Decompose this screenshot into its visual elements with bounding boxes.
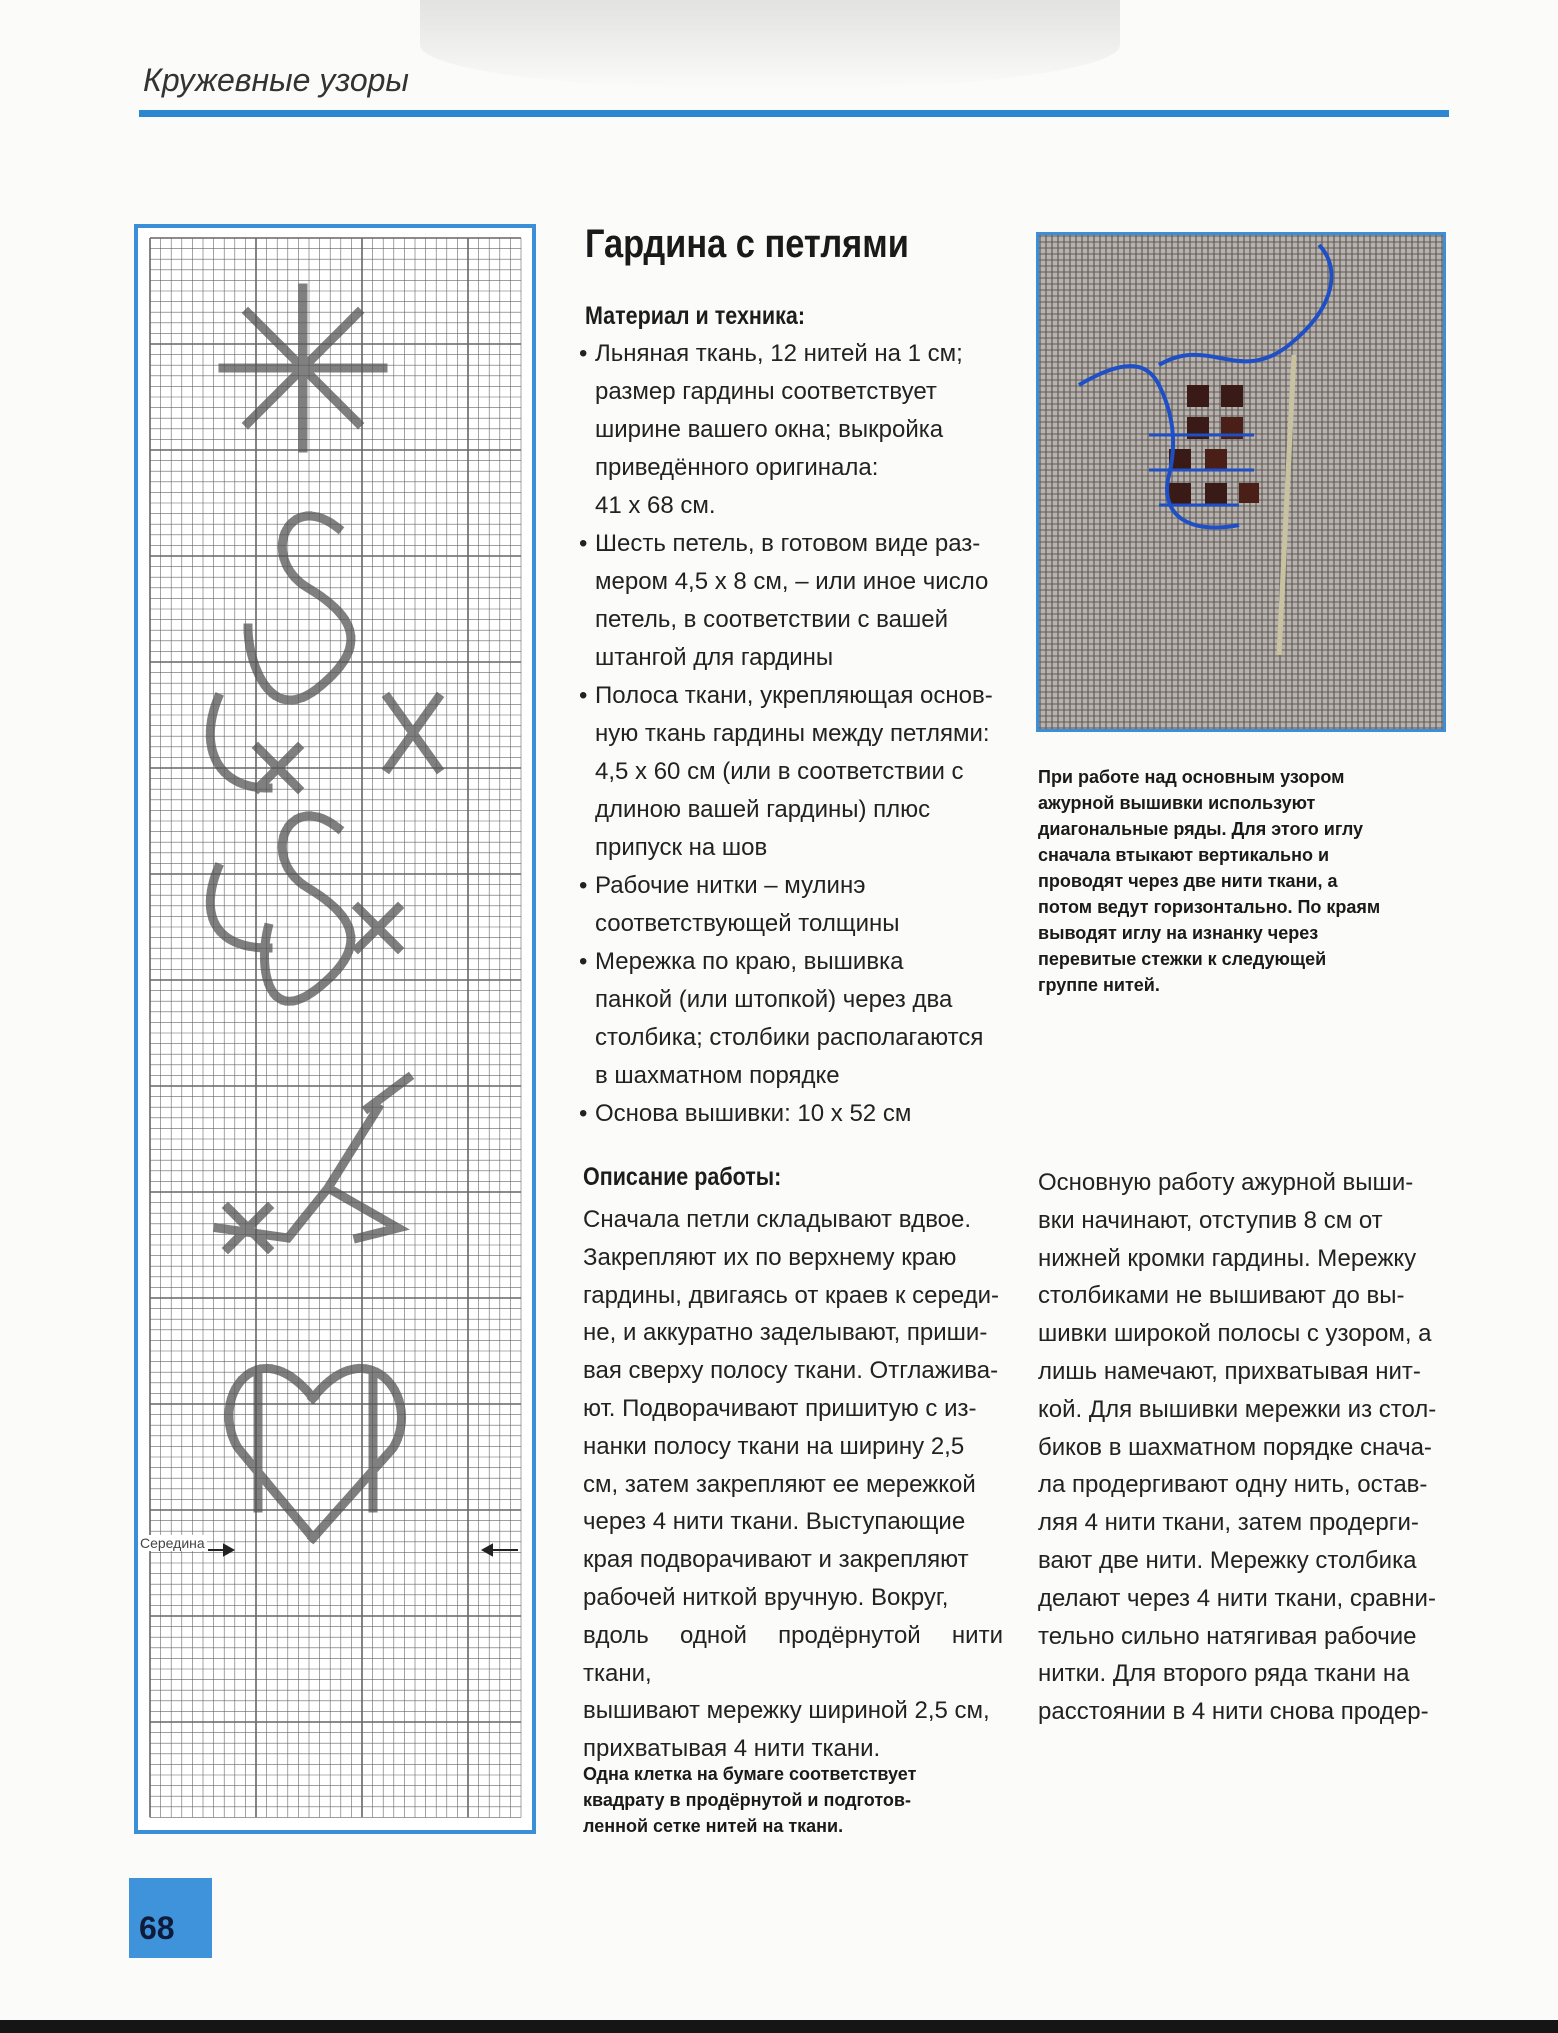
materials-line: размер гардины соответствует [595,378,937,405]
header-rule [139,110,1449,117]
caption-line: проводят через две нити ткани, а [1038,871,1338,891]
body-line: Закрепляют их по верхнему краю [583,1243,957,1271]
body-line: шивки широкой полосы с узором, а [1038,1320,1432,1348]
materials-item [583,677,1013,867]
body-line: вки начинают, отступив 8 см от [1038,1206,1383,1234]
work-description-column-2 [1038,1164,1450,1731]
materials-item [583,1095,1013,1133]
materials-line: штангой для гардины [595,644,834,671]
caption-line: выводят иглу на изнанку через [1038,923,1319,943]
body-line: тельно сильно натягивая рабочие [1038,1622,1417,1650]
photo-caption [1038,764,1448,998]
cross-stitch-chart [134,224,536,1834]
running-title: Кружевные узоры [143,62,409,98]
work-description-column-1 [583,1201,1003,1768]
body-line: рабочей ниткой вручную. Вокруг, [583,1583,949,1611]
materials-line: • Полоса ткани, укрепляющая основ- [595,682,993,709]
body-line: кой. Для вышивки мережки из стол- [1038,1395,1437,1423]
body-line: Основную работу ажурной выши- [1038,1169,1414,1196]
materials-line: петель, в соответствии с вашей [595,606,948,633]
body-line: делают через 4 нити ткани, сравни- [1038,1584,1436,1612]
page-number: 68 [139,1910,175,1946]
body-line: гардины, двигаясь от краев к середи- [583,1281,1000,1309]
body-line: не, и аккуратно заделывают, приши- [583,1319,988,1347]
cross-stitch-motifs [210,288,438,1538]
body-line: края подворачивают и закрепляют [583,1546,969,1574]
body-line: Сначала петли складывают вдвое. [583,1206,972,1233]
materials-line: 4,5 x 60 см (или в соответствии с [595,758,964,785]
materials-line: 41 x 68 см. [595,492,716,519]
middle-arrows [208,1545,518,1555]
note-line: квадрату в продёрнутой и подготов- [583,1790,911,1810]
materials-line: • Основа вышивки: 10 x 52 см [595,1100,912,1127]
work-heading: Описание работы: [583,1163,782,1191]
materials-list [583,335,1013,1133]
caption-line: перевитые стежки к следующей [1038,949,1327,969]
page-title: Гардина с петлями [585,222,909,266]
body-line: прихватывая 4 нити ткани. [583,1735,881,1763]
scan-shadow [420,0,1120,90]
drawn-thread-holes [1169,385,1259,505]
chart-middle-label: Середина [140,1535,205,1551]
caption-line: сначала втыкают вертикально и [1038,845,1330,865]
materials-line: • Шесть петель, в готовом виде раз- [595,530,981,557]
body-line: лишь намечают, прихватывая нит- [1038,1357,1421,1385]
body-line: расстоянии в 4 нити снова продер- [1038,1698,1429,1726]
body-line: нижней кромки гардины. Мережку [1038,1244,1417,1272]
materials-item [583,867,1013,943]
body-line: нитки. Для второго ряда ткани на [1038,1660,1410,1688]
materials-line: приведённого оригинала: [595,454,879,481]
caption-line: диагональные ряды. Для этого иглу [1038,819,1364,839]
materials-line: соответствующей толщины [595,910,900,937]
chart-grid-svg [138,228,532,1830]
materials-line: мером 4,5 x 8 см, – или иное число [595,568,989,595]
note-line: ленной сетке нитей на ткани. [583,1816,844,1836]
needle-icon [1279,355,1294,655]
body-line: нанки полосу ткани на ширину 2,5 [583,1432,965,1460]
body-line: вая сверху полосу ткани. Отглажива- [583,1357,999,1385]
materials-line: длиною вашей гардины) плюс [595,796,931,823]
body-line: через 4 нити ткани. Выступающие [583,1508,966,1536]
materials-item [583,335,1013,525]
materials-item [583,943,1013,1095]
body-line: ла продергивают одну нить, остав- [1038,1471,1428,1499]
body-line: вдоль одной продёрнутой нити ткани, [583,1621,1003,1687]
caption-line: потом ведут горизонтально. По краям [1038,897,1381,917]
chart-note [583,1761,1003,1839]
body-line: вают две нити. Мережку столбика [1038,1546,1417,1574]
grid-lines [150,238,521,1817]
body-line: биков в шахматном порядке снача- [1038,1433,1432,1461]
body-line: ют. Подворачивают пришитую с из- [583,1394,977,1422]
materials-line: припуск на шов [595,834,768,861]
materials-item [583,525,1013,677]
materials-line: • Льняная ткань, 12 нитей на 1 см; [595,340,963,367]
note-line: Одна клетка на бумаге соответствует [583,1764,917,1784]
body-line: вышивают мережку шириной 2,5 см, [583,1697,990,1725]
embroidery-photo [1036,232,1446,732]
body-line: ляя 4 нити ткани, затем продерги- [1038,1509,1419,1537]
materials-line: ширине вашего окна; выкройка [595,416,944,443]
materials-heading: Материал и техника: [585,302,805,330]
body-line: см, затем закрепляют ее мережкой [583,1470,976,1498]
materials-line: • Мережка по краю, вышивка [595,948,904,975]
materials-line: столбика; столбики располагаются [595,1024,984,1051]
materials-line: ную ткань гардины между петлями: [595,720,990,747]
materials-line: • Рабочие нитки – мулинэ [595,872,866,899]
caption-line: При работе над основным узором [1038,767,1345,787]
scan-bottom-edge [0,2020,1558,2033]
materials-line: в шахматном порядке [595,1062,840,1089]
body-line: столбиками не вышивают до вы- [1038,1282,1405,1310]
caption-line: группе нитей. [1038,975,1160,995]
materials-line: панкой (или штопкой) через два [595,986,953,1013]
needle-thread-illustration [1039,235,1443,729]
caption-line: ажурной вышивки используют [1038,793,1316,813]
